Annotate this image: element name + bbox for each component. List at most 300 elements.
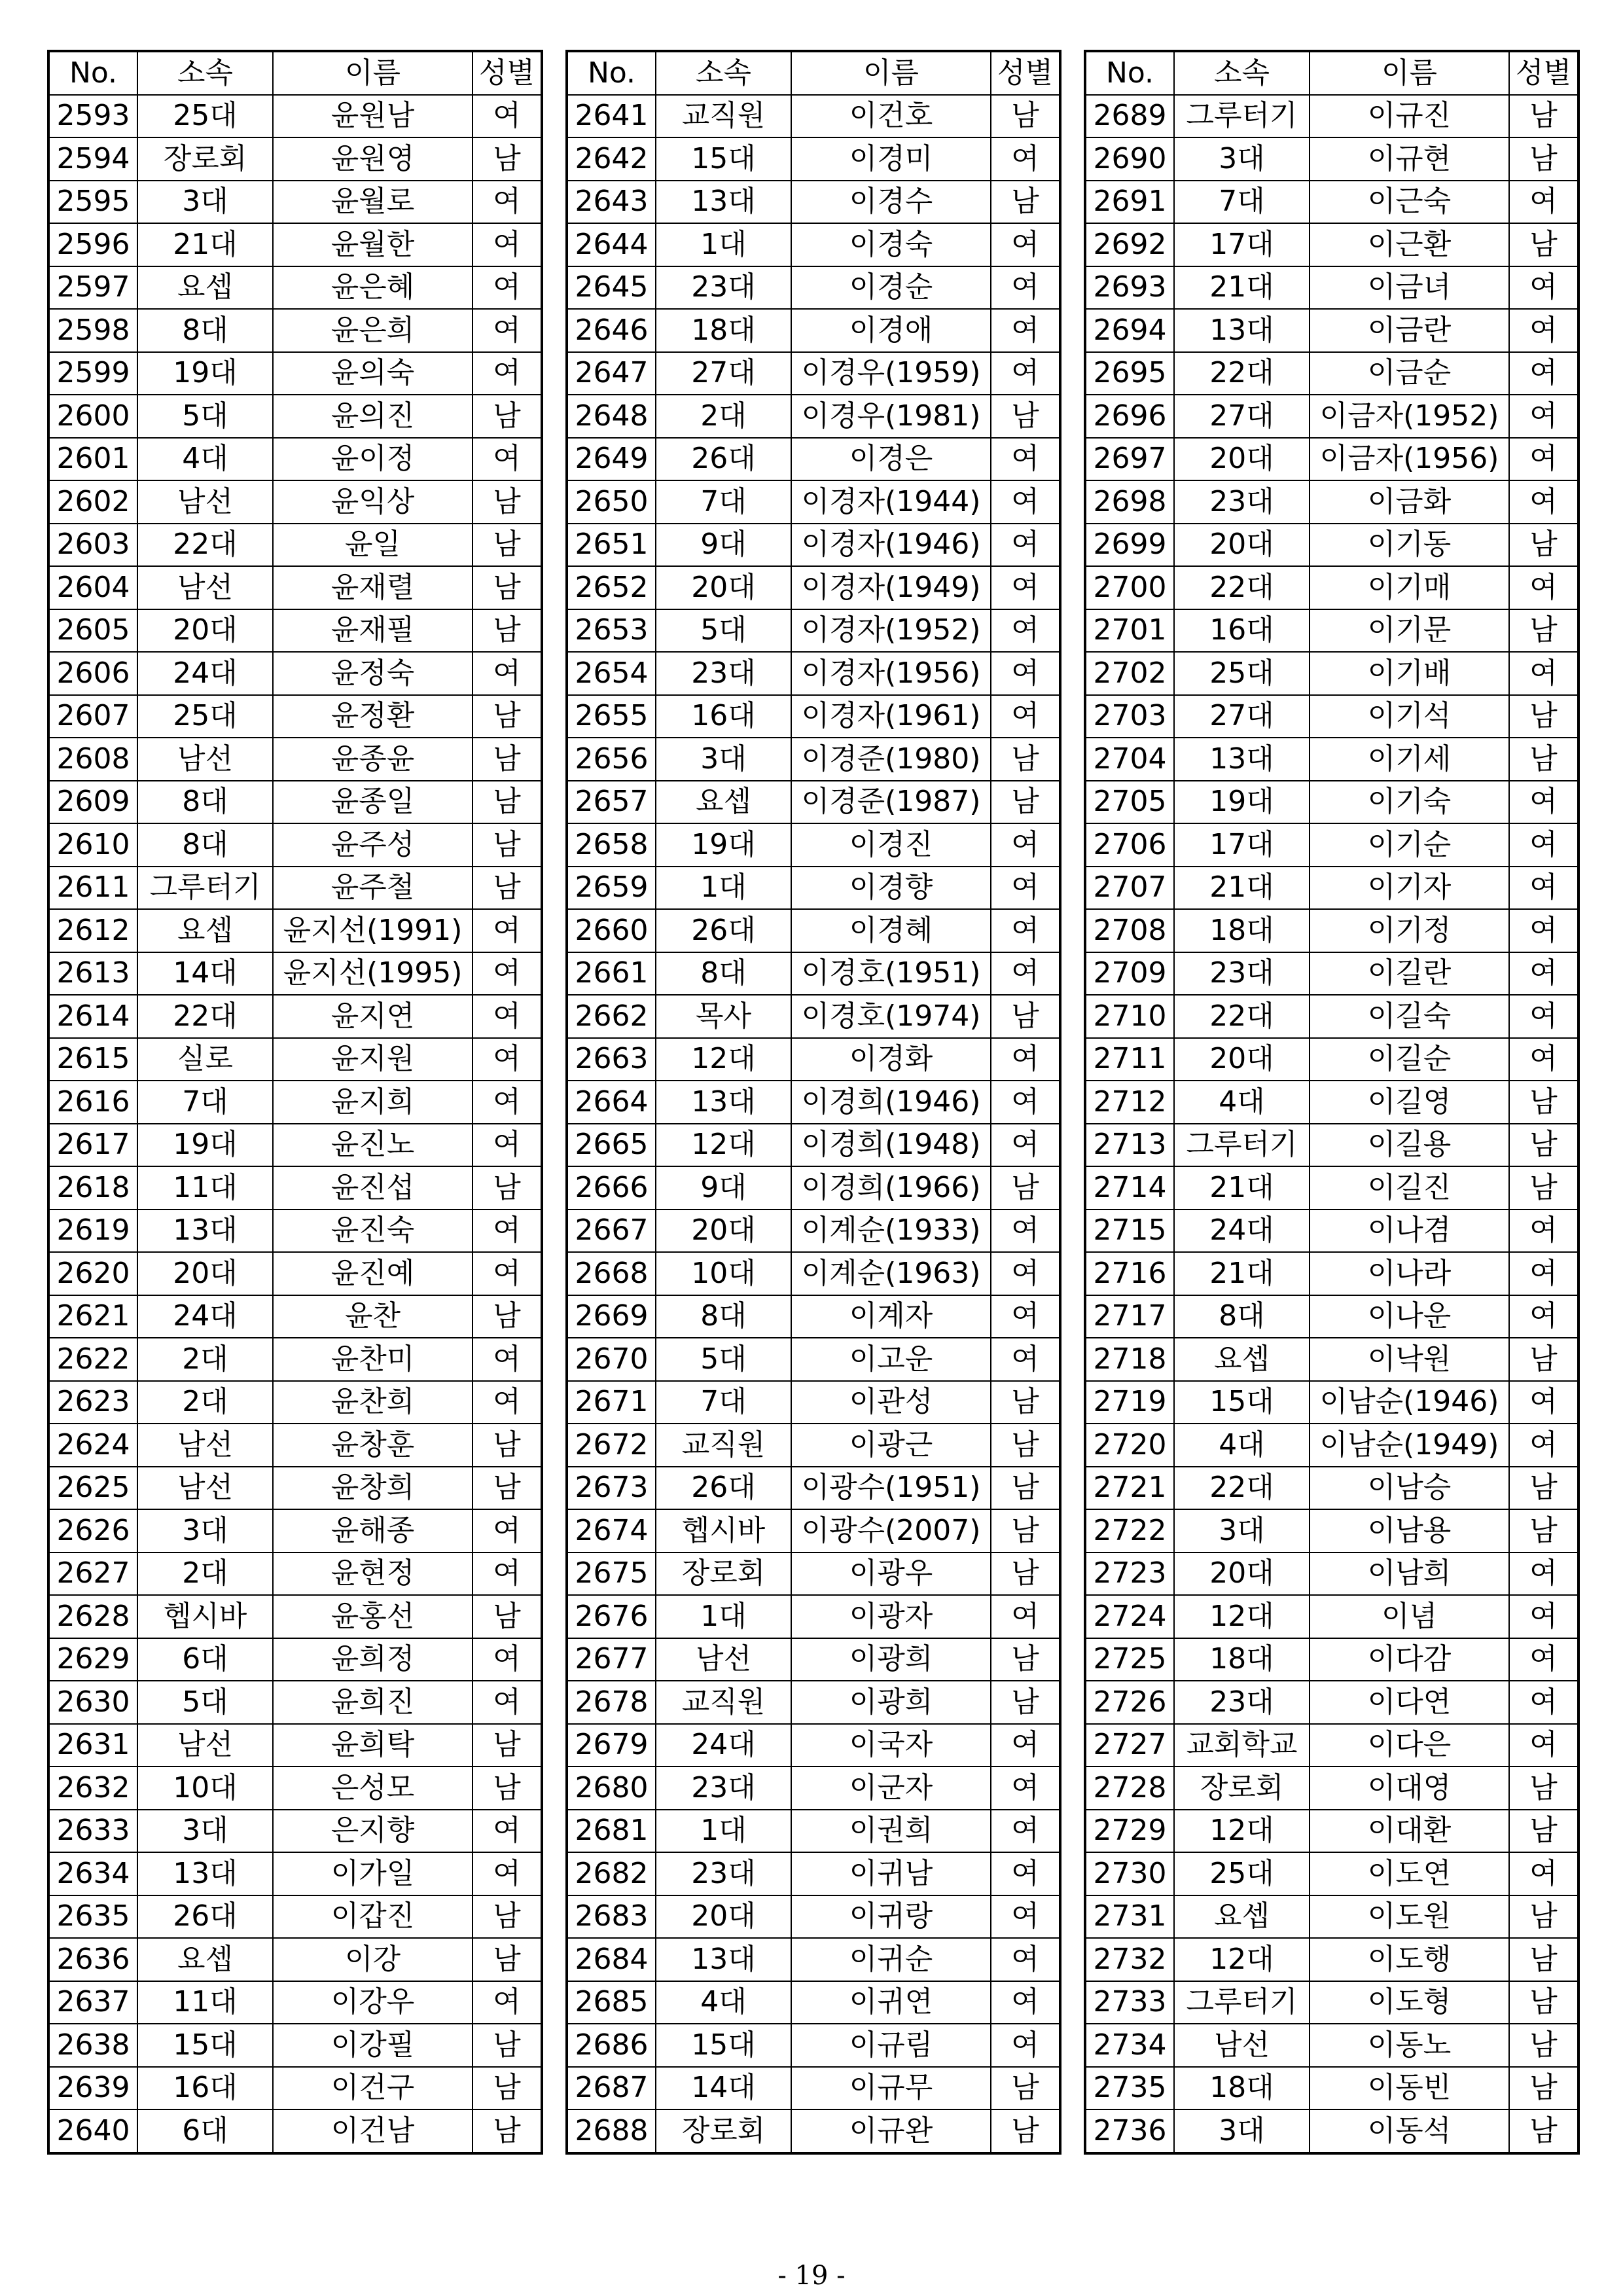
- no-cell: 2649: [567, 438, 656, 481]
- gender-cell: 남: [991, 2109, 1060, 2153]
- gender-cell: 여: [473, 1038, 542, 1081]
- table-row: [48, 1552, 542, 1596]
- name-cell: 윤재렬: [273, 566, 473, 609]
- no-cell: 2625: [48, 1467, 137, 1510]
- table-row: [567, 695, 1060, 738]
- affiliation-cell: 남선: [137, 1724, 273, 1767]
- no-cell: 2637: [48, 1981, 137, 2024]
- gender-cell: 남: [473, 480, 542, 524]
- affiliation-cell: 27대: [1174, 695, 1310, 738]
- affiliation-cell: 교직원: [656, 1424, 791, 1467]
- gender-cell: 여: [991, 1595, 1060, 1638]
- name-cell: 이귀순: [791, 1938, 991, 1981]
- gender-cell: 여: [991, 1895, 1060, 1939]
- name-cell: 윤진섭: [273, 1166, 473, 1210]
- table-row: [1085, 1767, 1578, 1810]
- table-row: [48, 2024, 542, 2067]
- affiliation-cell: 그루터기: [137, 867, 273, 910]
- gender-cell: 남: [991, 995, 1060, 1038]
- gender-cell: 여: [1509, 952, 1578, 996]
- affiliation-cell: 16대: [1174, 609, 1310, 653]
- gender-cell: 여: [991, 609, 1060, 653]
- table-row: [48, 566, 542, 609]
- gender-cell: 여: [473, 1338, 542, 1381]
- table-row: [567, 480, 1060, 524]
- affiliation-cell: 1대: [656, 1595, 791, 1638]
- no-cell: 2643: [567, 181, 656, 224]
- affiliation-cell: 14대: [656, 2067, 791, 2110]
- no-cell: 2629: [48, 1638, 137, 1681]
- gender-cell: 여: [991, 1767, 1060, 1810]
- no-cell: 2696: [1085, 395, 1174, 438]
- table-row: [1085, 909, 1578, 952]
- table-row: [567, 867, 1060, 910]
- table-row: [48, 2067, 542, 2110]
- table-row: [567, 95, 1060, 138]
- name-cell: 이길란: [1310, 952, 1509, 996]
- gender-cell: 여: [991, 1338, 1060, 1381]
- gender-cell: 여: [991, 1981, 1060, 2024]
- table-row: [1085, 995, 1578, 1038]
- gender-cell: 남: [1509, 1166, 1578, 1210]
- gender-cell: 여: [991, 137, 1060, 181]
- affiliation-cell: 21대: [137, 223, 273, 266]
- gender-cell: 남: [473, 609, 542, 653]
- gender-cell: 여: [1509, 1424, 1578, 1467]
- table-row: [567, 1081, 1060, 1124]
- table-row: [567, 352, 1060, 395]
- no-cell: 2677: [567, 1638, 656, 1681]
- table-row: [48, 1810, 542, 1853]
- affiliation-cell: 11대: [137, 1981, 273, 2024]
- affiliation-cell: 2대: [137, 1338, 273, 1381]
- affiliation-cell: 장로회: [656, 2109, 791, 2153]
- affiliation-cell: 4대: [137, 438, 273, 481]
- header-no: No.: [1085, 51, 1174, 95]
- table-row: [567, 566, 1060, 609]
- affiliation-cell: 8대: [656, 952, 791, 996]
- gender-cell: 남: [1509, 2067, 1578, 2110]
- gender-cell: 남: [1509, 1081, 1578, 1124]
- header-affiliation: 소속: [137, 51, 273, 95]
- table-row: [1085, 2024, 1578, 2067]
- gender-cell: 여: [473, 95, 542, 138]
- no-cell: 2673: [567, 1467, 656, 1510]
- no-cell: 2711: [1085, 1038, 1174, 1081]
- gender-cell: 여: [1509, 181, 1578, 224]
- gender-cell: 여: [473, 1252, 542, 1295]
- name-cell: 윤주성: [273, 823, 473, 867]
- gender-cell: 여: [991, 823, 1060, 867]
- affiliation-cell: 23대: [656, 1852, 791, 1895]
- no-cell: 2694: [1085, 309, 1174, 352]
- affiliation-cell: 17대: [1174, 823, 1310, 867]
- affiliation-cell: 9대: [656, 524, 791, 567]
- gender-cell: 남: [1509, 2109, 1578, 2153]
- no-cell: 2593: [48, 95, 137, 138]
- gender-cell: 여: [473, 266, 542, 310]
- table-row: [48, 867, 542, 910]
- gender-cell: 남: [1509, 1938, 1578, 1981]
- name-cell: 이경우(1981): [791, 395, 991, 438]
- table-row: [48, 524, 542, 567]
- affiliation-cell: 8대: [137, 823, 273, 867]
- affiliation-cell: 5대: [137, 1681, 273, 1724]
- gender-cell: 남: [991, 395, 1060, 438]
- affiliation-cell: 남선: [137, 1424, 273, 1467]
- gender-cell: 남: [1509, 524, 1578, 567]
- name-cell: 이강: [273, 1938, 473, 1981]
- no-cell: 2692: [1085, 223, 1174, 266]
- no-cell: 2621: [48, 1295, 137, 1338]
- no-cell: 2733: [1085, 1981, 1174, 2024]
- gender-cell: 남: [473, 1424, 542, 1467]
- gender-cell: 여: [473, 1210, 542, 1253]
- no-cell: 2697: [1085, 438, 1174, 481]
- gender-cell: 여: [1509, 1638, 1578, 1681]
- affiliation-cell: 22대: [137, 524, 273, 567]
- no-cell: 2680: [567, 1767, 656, 1810]
- no-cell: 2712: [1085, 1081, 1174, 1124]
- affiliation-cell: 26대: [656, 909, 791, 952]
- table-row: [567, 181, 1060, 224]
- table-row: [1085, 1638, 1578, 1681]
- no-cell: 2699: [1085, 524, 1174, 567]
- table-row: [48, 352, 542, 395]
- no-cell: 2729: [1085, 1810, 1174, 1853]
- affiliation-cell: 5대: [656, 1338, 791, 1381]
- table-row: [1085, 1938, 1578, 1981]
- no-cell: 2689: [1085, 95, 1174, 138]
- affiliation-cell: 장로회: [137, 137, 273, 181]
- gender-cell: 여: [473, 952, 542, 996]
- gender-cell: 남: [473, 1166, 542, 1210]
- header-affiliation: 소속: [1174, 51, 1310, 95]
- gender-cell: 남: [991, 1638, 1060, 1681]
- gender-cell: 여: [1509, 652, 1578, 695]
- no-cell: 2620: [48, 1252, 137, 1295]
- name-cell: 이도연: [1310, 1852, 1509, 1895]
- table-row: [1085, 1467, 1578, 1510]
- table-row: [1085, 609, 1578, 653]
- affiliation-cell: 23대: [656, 266, 791, 310]
- gender-cell: 여: [1509, 909, 1578, 952]
- table-row: [48, 95, 542, 138]
- gender-cell: 남: [1509, 1895, 1578, 1939]
- no-cell: 2667: [567, 1210, 656, 1253]
- name-cell: 이광수(2007): [791, 1509, 991, 1552]
- gender-cell: 남: [991, 1424, 1060, 1467]
- no-cell: 2725: [1085, 1638, 1174, 1681]
- table-row: [567, 909, 1060, 952]
- gender-cell: 남: [473, 2024, 542, 2067]
- gender-cell: 여: [991, 1852, 1060, 1895]
- gender-cell: 여: [473, 309, 542, 352]
- table-row: [1085, 1124, 1578, 1167]
- table-row: [48, 1210, 542, 1253]
- affiliation-cell: 25대: [1174, 652, 1310, 695]
- table-row: [48, 823, 542, 867]
- gender-cell: 남: [1509, 738, 1578, 781]
- name-cell: 이광수(1951): [791, 1467, 991, 1510]
- no-cell: 2704: [1085, 738, 1174, 781]
- affiliation-cell: 12대: [1174, 1938, 1310, 1981]
- affiliation-cell: 18대: [656, 309, 791, 352]
- no-cell: 2681: [567, 1810, 656, 1853]
- name-cell: 윤찬희: [273, 1381, 473, 1424]
- name-cell: 이남희: [1310, 1552, 1509, 1596]
- no-cell: 2613: [48, 952, 137, 996]
- affiliation-cell: 13대: [137, 1210, 273, 1253]
- name-cell: 윤원영: [273, 137, 473, 181]
- name-cell: 이경희(1946): [791, 1081, 991, 1124]
- no-cell: 2601: [48, 438, 137, 481]
- gender-cell: 남: [473, 524, 542, 567]
- name-cell: 윤해종: [273, 1509, 473, 1552]
- name-cell: 이길진: [1310, 1166, 1509, 1210]
- table-row: [1085, 352, 1578, 395]
- affiliation-cell: 20대: [656, 1210, 791, 1253]
- name-cell: 이기세: [1310, 738, 1509, 781]
- affiliation-cell: 23대: [656, 1767, 791, 1810]
- no-cell: 2709: [1085, 952, 1174, 996]
- no-cell: 2654: [567, 652, 656, 695]
- name-cell: 이다감: [1310, 1638, 1509, 1681]
- table-row: [48, 1081, 542, 1124]
- table-row: [1085, 738, 1578, 781]
- name-cell: 이경희(1966): [791, 1166, 991, 1210]
- no-cell: 2595: [48, 181, 137, 224]
- table-row: [1085, 1595, 1578, 1638]
- gender-cell: 여: [1509, 395, 1578, 438]
- name-cell: 이규진: [1310, 95, 1509, 138]
- affiliation-cell: 4대: [656, 1981, 791, 2024]
- no-cell: 2639: [48, 2067, 137, 2110]
- gender-cell: 남: [991, 1467, 1060, 1510]
- affiliation-cell: 장로회: [656, 1552, 791, 1596]
- no-cell: 2611: [48, 867, 137, 910]
- gender-cell: 여: [473, 1124, 542, 1167]
- name-cell: 이경애: [791, 309, 991, 352]
- name-cell: 이귀랑: [791, 1895, 991, 1939]
- name-cell: 이기숙: [1310, 781, 1509, 824]
- name-cell: 이강필: [273, 2024, 473, 2067]
- no-cell: 2642: [567, 137, 656, 181]
- table-row: [567, 1724, 1060, 1767]
- table-row: [1085, 1810, 1578, 1853]
- no-cell: 2614: [48, 995, 137, 1038]
- name-cell: 이근환: [1310, 223, 1509, 266]
- table-row: [1085, 181, 1578, 224]
- no-cell: 2682: [567, 1852, 656, 1895]
- affiliation-cell: 12대: [1174, 1810, 1310, 1853]
- gender-cell: 여: [991, 1295, 1060, 1338]
- name-cell: 이귀남: [791, 1852, 991, 1895]
- no-cell: 2690: [1085, 137, 1174, 181]
- gender-cell: 여: [991, 952, 1060, 996]
- no-cell: 2676: [567, 1595, 656, 1638]
- gender-cell: 남: [991, 1381, 1060, 1424]
- no-cell: 2722: [1085, 1509, 1174, 1552]
- affiliation-cell: 14대: [137, 952, 273, 996]
- name-cell: 윤정환: [273, 695, 473, 738]
- header-no: No.: [48, 51, 137, 95]
- no-cell: 2695: [1085, 352, 1174, 395]
- name-cell: 윤홍선: [273, 1595, 473, 1638]
- name-cell: 이념: [1310, 1595, 1509, 1638]
- no-cell: 2661: [567, 952, 656, 996]
- gender-cell: 여: [1509, 309, 1578, 352]
- gender-cell: 여: [1509, 1381, 1578, 1424]
- affiliation-cell: 22대: [137, 995, 273, 1038]
- gender-cell: 여: [473, 1810, 542, 1853]
- table-row: [48, 738, 542, 781]
- table-row: [48, 438, 542, 481]
- gender-cell: 여: [991, 1938, 1060, 1981]
- table-row: [567, 1895, 1060, 1939]
- table-row: [1085, 1252, 1578, 1295]
- no-cell: 2632: [48, 1767, 137, 1810]
- no-cell: 2662: [567, 995, 656, 1038]
- table-row: [48, 1038, 542, 1081]
- gender-cell: 여: [473, 223, 542, 266]
- table-row: [48, 1638, 542, 1681]
- no-cell: 2618: [48, 1166, 137, 1210]
- name-cell: 윤창희: [273, 1467, 473, 1510]
- affiliation-cell: 헵시바: [656, 1509, 791, 1552]
- name-cell: 윤익상: [273, 480, 473, 524]
- affiliation-cell: 2대: [137, 1552, 273, 1596]
- affiliation-cell: 7대: [1174, 181, 1310, 224]
- affiliation-cell: 9대: [656, 1166, 791, 1210]
- table-row: [48, 1509, 542, 1552]
- affiliation-cell: 1대: [656, 1810, 791, 1853]
- name-cell: 이나운: [1310, 1295, 1509, 1338]
- no-cell: 2735: [1085, 2067, 1174, 2110]
- affiliation-cell: 3대: [137, 1509, 273, 1552]
- no-cell: 2730: [1085, 1852, 1174, 1895]
- affiliation-cell: 20대: [137, 1252, 273, 1295]
- name-cell: 이기정: [1310, 909, 1509, 952]
- no-cell: 2726: [1085, 1681, 1174, 1724]
- no-cell: 2619: [48, 1210, 137, 1253]
- affiliation-cell: 13대: [656, 1081, 791, 1124]
- table-row: [48, 1381, 542, 1424]
- affiliation-cell: 요셉: [1174, 1338, 1310, 1381]
- gender-cell: 여: [473, 1381, 542, 1424]
- affiliation-cell: 13대: [1174, 738, 1310, 781]
- table-row: [1085, 395, 1578, 438]
- gender-cell: 여: [473, 1509, 542, 1552]
- name-cell: 이금자(1956): [1310, 438, 1509, 481]
- no-cell: 2718: [1085, 1338, 1174, 1381]
- no-cell: 2683: [567, 1895, 656, 1939]
- gender-cell: 남: [1509, 1509, 1578, 1552]
- table-row: [1085, 1081, 1578, 1124]
- table-row: [1085, 1852, 1578, 1895]
- no-cell: 2669: [567, 1295, 656, 1338]
- gender-cell: 여: [991, 524, 1060, 567]
- affiliation-cell: 3대: [1174, 2109, 1310, 2153]
- affiliation-cell: 13대: [656, 181, 791, 224]
- name-cell: 이도행: [1310, 1938, 1509, 1981]
- table-row: [567, 1295, 1060, 1338]
- affiliation-cell: 25대: [137, 695, 273, 738]
- affiliation-cell: 11대: [137, 1166, 273, 1210]
- name-cell: 윤지선(1995): [273, 952, 473, 996]
- table-row: [1085, 952, 1578, 996]
- affiliation-cell: 19대: [1174, 781, 1310, 824]
- name-cell: 은지향: [273, 1810, 473, 1853]
- gender-cell: 남: [991, 181, 1060, 224]
- table-row: [48, 480, 542, 524]
- no-cell: 2700: [1085, 566, 1174, 609]
- name-cell: 이남순(1949): [1310, 1424, 1509, 1467]
- affiliation-cell: 7대: [137, 1081, 273, 1124]
- table-row: [48, 1124, 542, 1167]
- table-row: [48, 1724, 542, 1767]
- no-cell: 2708: [1085, 909, 1174, 952]
- no-cell: 2672: [567, 1424, 656, 1467]
- affiliation-cell: 남선: [1174, 2024, 1310, 2067]
- no-cell: 2615: [48, 1038, 137, 1081]
- name-cell: 이동석: [1310, 2109, 1509, 2153]
- no-cell: 2666: [567, 1166, 656, 1210]
- header-no: No.: [567, 51, 656, 95]
- gender-cell: 여: [1509, 438, 1578, 481]
- gender-cell: 여: [1509, 1595, 1578, 1638]
- gender-cell: 남: [991, 2067, 1060, 2110]
- affiliation-cell: 교직원: [656, 95, 791, 138]
- name-cell: 이대영: [1310, 1767, 1509, 1810]
- header-row: [567, 51, 1060, 95]
- name-cell: 이기동: [1310, 524, 1509, 567]
- gender-cell: 여: [1509, 823, 1578, 867]
- no-cell: 2720: [1085, 1424, 1174, 1467]
- no-cell: 2701: [1085, 609, 1174, 653]
- name-cell: 은성모: [273, 1767, 473, 1810]
- gender-cell: 여: [991, 2024, 1060, 2067]
- gender-cell: 여: [473, 438, 542, 481]
- affiliation-cell: 2대: [656, 395, 791, 438]
- table-row: [567, 1124, 1060, 1167]
- table-row: [567, 2109, 1060, 2153]
- affiliation-cell: 7대: [656, 480, 791, 524]
- gender-cell: 남: [991, 95, 1060, 138]
- affiliation-cell: 남선: [137, 566, 273, 609]
- gender-cell: 여: [991, 266, 1060, 310]
- table-row: [1085, 266, 1578, 310]
- no-cell: 2670: [567, 1338, 656, 1381]
- affiliation-cell: 21대: [1174, 867, 1310, 910]
- affiliation-cell: 요셉: [137, 1938, 273, 1981]
- table-row: [48, 1938, 542, 1981]
- name-cell: 윤진예: [273, 1252, 473, 1295]
- affiliation-cell: 22대: [1174, 566, 1310, 609]
- affiliation-cell: 12대: [1174, 1595, 1310, 1638]
- gender-cell: 여: [473, 1552, 542, 1596]
- table-row: [567, 738, 1060, 781]
- affiliation-cell: 목사: [656, 995, 791, 1038]
- table-row: [567, 1938, 1060, 1981]
- no-cell: 2687: [567, 2067, 656, 2110]
- name-cell: 윤진노: [273, 1124, 473, 1167]
- name-cell: 이금자(1952): [1310, 395, 1509, 438]
- table-row: [567, 1424, 1060, 1467]
- no-cell: 2707: [1085, 867, 1174, 910]
- no-cell: 2660: [567, 909, 656, 952]
- header-row: [1085, 51, 1578, 95]
